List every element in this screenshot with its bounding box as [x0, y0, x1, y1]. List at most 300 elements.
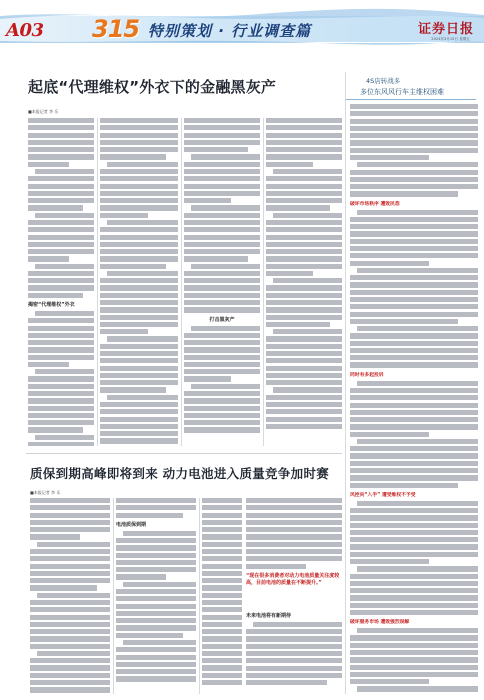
body-text-line — [350, 679, 429, 684]
body-text-line — [28, 340, 94, 345]
body-text-line — [350, 515, 478, 520]
body-text-line — [246, 673, 342, 678]
body-text-line — [350, 304, 478, 309]
body-text-line — [37, 651, 110, 656]
body-text-line — [30, 680, 110, 685]
body-text-line — [357, 381, 478, 386]
body-text-line — [202, 636, 242, 641]
body-text-line — [350, 155, 429, 160]
body-text-line — [184, 125, 260, 130]
body-text-line — [184, 391, 260, 396]
body-text-line — [30, 520, 110, 525]
body-text-line — [107, 220, 178, 225]
body-text-line — [30, 549, 110, 554]
body-text-line — [107, 395, 178, 400]
body-text-line — [100, 184, 178, 189]
body-text-line — [28, 391, 94, 396]
article2-column-1 — [30, 498, 110, 694]
body-text-line — [350, 403, 478, 408]
body-text-line — [30, 585, 97, 590]
article1-byline: ■本报记者 李 乐 — [28, 109, 59, 114]
body-text-line — [266, 351, 342, 356]
body-text-line — [350, 224, 478, 229]
body-text-line — [350, 672, 478, 677]
body-text-line — [184, 285, 260, 290]
body-text-line — [184, 147, 248, 152]
body-text-line — [246, 666, 342, 671]
body-text-line — [350, 650, 478, 655]
body-text-line — [28, 355, 94, 360]
body-text-line — [266, 227, 342, 232]
body-text-line — [123, 640, 196, 645]
body-text-line — [266, 366, 342, 371]
body-text-line — [350, 446, 478, 451]
body-text-line — [350, 530, 478, 535]
body-text-line — [350, 297, 478, 302]
body-text-line — [28, 184, 94, 189]
body-text-line — [100, 227, 178, 232]
body-text-line — [116, 596, 196, 601]
body-text-line — [357, 326, 478, 331]
body-text-line — [107, 271, 178, 276]
body-text-line — [28, 326, 94, 331]
body-text-line — [202, 658, 242, 663]
body-text-line — [28, 413, 94, 418]
body-text-line — [28, 285, 94, 290]
body-text-line — [116, 633, 183, 638]
body-text-line — [28, 278, 94, 283]
body-text-line — [350, 657, 478, 662]
body-text-line — [253, 622, 342, 627]
body-text-line — [350, 453, 478, 458]
body-text-line — [357, 210, 478, 215]
column-divider — [97, 118, 98, 446]
body-text-line — [266, 242, 342, 247]
body-text-line — [28, 420, 94, 425]
body-text-line — [184, 293, 260, 298]
body-text-line — [350, 261, 429, 266]
body-text-line — [350, 537, 478, 542]
body-text-line — [202, 665, 242, 670]
body-text-line — [116, 676, 196, 681]
body-text-line — [246, 658, 342, 663]
body-text-line — [350, 581, 478, 586]
body-text-line — [246, 549, 342, 554]
body-text-line — [266, 133, 342, 138]
body-text-line — [191, 205, 260, 210]
body-text-line — [116, 669, 196, 674]
body-text-line — [184, 213, 260, 218]
body-text-line — [202, 607, 242, 612]
body-text-line — [28, 249, 94, 254]
body-text-line — [30, 600, 110, 605]
body-text-line — [350, 319, 458, 324]
body-text-line — [28, 362, 69, 367]
special-315-logo: 315 — [92, 15, 140, 43]
body-text-line — [350, 148, 478, 153]
body-text-line — [184, 413, 260, 418]
body-text-line — [266, 271, 313, 276]
article2-column-3 — [202, 498, 242, 694]
body-text-line — [100, 380, 178, 385]
sidebar-subhead-3: 风控向“入手” 遭受维权不予受 — [350, 492, 416, 498]
body-text-line — [202, 513, 242, 518]
body-text-line — [202, 600, 242, 605]
body-text-line — [350, 177, 478, 182]
body-text-line — [116, 538, 196, 543]
body-text-line — [100, 278, 178, 283]
body-text-line — [350, 362, 478, 367]
body-text-line — [28, 162, 69, 167]
body-text-line — [100, 264, 166, 269]
article2-pull-quote: “现在很多消费者对动力电池质量关注度较高，目前电池的质量在不断提升。” — [246, 573, 340, 586]
body-text-line — [350, 348, 478, 353]
body-text-line — [123, 531, 196, 536]
body-text-line — [28, 384, 94, 389]
body-text-line — [184, 307, 260, 312]
body-text-line — [350, 588, 478, 593]
body-text-line — [28, 442, 94, 446]
body-text-line — [28, 125, 94, 130]
body-text-line — [266, 205, 330, 210]
body-text-line — [350, 341, 478, 346]
body-text-line — [35, 435, 94, 440]
body-text-line — [30, 527, 110, 532]
sidebar-subhead-2: 同时有多起投诉 — [350, 372, 384, 378]
sidebar-rule — [346, 99, 476, 100]
body-text-line — [266, 395, 342, 400]
body-text-line — [350, 523, 478, 528]
body-text-line — [350, 395, 478, 400]
body-text-line — [116, 574, 166, 579]
body-text-line — [100, 285, 178, 290]
body-text-line — [116, 513, 183, 518]
body-text-line — [357, 162, 478, 167]
body-text-line — [350, 246, 478, 251]
body-text-line — [116, 498, 196, 503]
sidebar-title-line1: 4S店转战多 — [366, 77, 401, 85]
body-text-line — [350, 217, 478, 222]
body-text-line — [202, 534, 242, 539]
column-divider — [113, 498, 114, 694]
body-text-line — [30, 622, 110, 627]
sidebar-subhead-1: 破坏市场秩序 遭致民怨 — [350, 201, 400, 207]
body-text-line — [116, 567, 196, 572]
body-text-line — [266, 293, 342, 298]
body-text-line — [100, 300, 178, 305]
body-text-line — [191, 264, 260, 269]
body-text-line — [350, 417, 478, 422]
body-text-line — [100, 387, 166, 392]
body-text-line — [35, 169, 94, 174]
body-text-line — [184, 133, 260, 138]
body-text-line — [191, 326, 260, 331]
body-text-line — [246, 644, 342, 649]
body-text-line — [184, 140, 260, 145]
body-text-line — [266, 154, 342, 159]
body-text-line — [266, 285, 342, 290]
body-text-line — [202, 527, 242, 532]
body-text-line — [107, 162, 178, 167]
body-text-line — [28, 140, 94, 145]
body-text-line — [266, 140, 342, 145]
sidebar-subhead-4: 破坏服务市场 遭致强烈误解 — [350, 620, 410, 626]
body-text-line — [350, 552, 478, 557]
body-text-line — [202, 593, 242, 598]
body-text-line — [28, 318, 94, 323]
article1-column-2 — [100, 118, 178, 446]
body-text-line — [184, 362, 260, 367]
body-text-line — [357, 628, 478, 633]
body-text-line — [30, 556, 110, 561]
body-text-line — [350, 104, 478, 109]
body-text-line — [357, 566, 478, 571]
body-text-line — [266, 417, 342, 422]
body-text-line — [184, 198, 231, 203]
body-text-line — [100, 249, 178, 254]
body-text-line — [350, 603, 478, 608]
body-text-line — [100, 147, 178, 152]
body-text-line — [28, 198, 94, 203]
body-text-line — [100, 176, 178, 181]
body-text-line — [350, 643, 478, 648]
body-text-line — [266, 307, 342, 312]
body-text-line — [28, 147, 94, 152]
body-text-line — [100, 373, 178, 378]
body-text-line — [350, 170, 478, 175]
article1-column-3 — [184, 118, 260, 446]
body-text-line — [357, 686, 478, 691]
body-text-line — [350, 231, 478, 236]
body-text-line — [28, 293, 83, 298]
column-divider — [181, 118, 182, 446]
body-text-line — [184, 242, 260, 247]
body-text-line — [184, 340, 260, 345]
body-text-line — [30, 498, 110, 503]
body-text-line — [30, 564, 110, 569]
column-divider — [263, 118, 264, 446]
body-text-line — [202, 549, 242, 554]
body-text-line — [28, 176, 94, 181]
body-text-line — [246, 527, 342, 532]
body-text-line — [184, 376, 231, 381]
body-text-line — [35, 264, 94, 269]
body-text-line — [35, 369, 94, 374]
article2-subhead-2: 未来电池将有新期待 — [246, 612, 292, 619]
body-text-line — [266, 409, 342, 414]
body-text-line — [28, 271, 94, 276]
body-text-line — [116, 589, 196, 594]
body-text-line — [100, 205, 178, 210]
article1-subhead-2: 打击黑灰产 — [209, 316, 235, 323]
body-text-line — [350, 665, 478, 670]
body-text-line — [202, 505, 242, 510]
body-text-line — [273, 278, 342, 283]
body-text-line — [28, 333, 94, 338]
body-text-line — [28, 133, 94, 138]
article1-subhead-1: 揭密“代理维权”外衣 — [28, 301, 75, 308]
body-text-line — [184, 271, 260, 276]
body-text-line — [184, 406, 260, 411]
body-text-line — [107, 336, 178, 341]
body-text-line — [184, 278, 260, 283]
body-text-line — [246, 513, 342, 518]
body-text-line — [246, 564, 306, 569]
body-text-line — [30, 665, 110, 670]
body-text-line — [202, 520, 242, 525]
body-text-line — [123, 582, 196, 587]
body-text-line — [100, 235, 178, 240]
body-text-line — [184, 333, 260, 338]
body-text-line — [184, 347, 260, 352]
body-text-line — [100, 198, 178, 203]
body-text-line — [184, 235, 260, 240]
body-text-line — [100, 366, 178, 371]
body-text-line — [184, 355, 260, 360]
body-text-line — [266, 147, 342, 152]
body-text-line — [266, 402, 342, 407]
body-text-line — [202, 498, 242, 503]
body-text-line — [28, 347, 94, 352]
body-text-line — [184, 191, 260, 196]
body-text-line — [246, 542, 342, 547]
body-text-line — [350, 119, 478, 124]
article2-byline: ■本报记者 李 乐 — [30, 490, 61, 495]
body-text-line — [100, 191, 178, 196]
body-text-line — [100, 424, 178, 429]
body-text-line — [100, 402, 178, 407]
article2-column-2 — [116, 498, 196, 694]
body-text-line — [184, 256, 248, 261]
body-text-line — [202, 644, 242, 649]
body-text-line — [100, 351, 178, 356]
body-text-line — [30, 513, 110, 518]
article1-column-4 — [266, 118, 342, 446]
body-text-line — [100, 438, 178, 443]
body-text-line — [116, 647, 196, 652]
body-text-line — [350, 355, 478, 360]
body-text-line — [246, 680, 327, 685]
body-text-line — [100, 417, 178, 422]
body-text-line — [357, 439, 478, 444]
column-divider — [199, 498, 200, 694]
body-text-line — [30, 578, 110, 583]
body-text-line — [350, 191, 458, 196]
body-text-line — [30, 607, 110, 612]
body-text-line — [116, 611, 196, 616]
body-text-line — [184, 249, 260, 254]
body-text-line — [30, 636, 110, 641]
body-text-line — [266, 256, 342, 261]
body-text-line — [350, 133, 478, 138]
body-text-line — [266, 191, 342, 196]
body-text-line — [100, 133, 178, 138]
body-text-line — [100, 322, 178, 327]
body-text-line — [116, 655, 196, 660]
body-text-line — [350, 475, 478, 480]
body-text-line — [28, 242, 94, 247]
sidebar-column — [350, 104, 478, 694]
body-text-line — [30, 629, 110, 634]
body-text-line — [246, 505, 342, 510]
body-text-line — [191, 384, 260, 389]
body-text-line — [246, 651, 342, 656]
body-text-line — [246, 629, 342, 634]
body-text-line — [28, 398, 94, 403]
body-text-line — [350, 312, 478, 317]
body-text-line — [184, 162, 260, 167]
page-header — [0, 0, 484, 50]
body-text-line — [100, 242, 178, 247]
body-text-line — [350, 333, 478, 338]
body-text-line — [350, 468, 478, 473]
body-text-line — [350, 544, 478, 549]
body-text-line — [266, 322, 330, 327]
body-text-line — [28, 376, 94, 381]
body-text-line — [30, 673, 110, 678]
body-text-line — [184, 176, 260, 181]
body-text-line — [266, 424, 342, 429]
body-text-line — [202, 622, 242, 627]
body-text-line — [266, 249, 342, 254]
body-text-line — [184, 184, 260, 189]
body-text-line — [202, 680, 242, 685]
body-text-line — [116, 625, 196, 630]
body-text-line — [273, 387, 342, 392]
article1-column-1 — [28, 118, 94, 446]
body-text-line — [350, 239, 478, 244]
body-text-line — [266, 176, 342, 181]
body-text-line — [184, 420, 260, 425]
body-text-line — [116, 505, 196, 510]
body-text-line — [273, 213, 342, 218]
body-text-line — [246, 636, 342, 641]
body-text-line — [350, 410, 478, 415]
body-text-line — [266, 380, 342, 385]
body-text-line — [28, 220, 94, 225]
body-text-line — [28, 427, 83, 432]
newspaper-logo: 证券日报 — [417, 22, 474, 37]
body-text-line — [184, 169, 260, 174]
body-text-line — [266, 125, 342, 130]
body-text-line — [246, 534, 342, 539]
body-text-line — [246, 556, 342, 561]
body-text-line — [266, 220, 342, 225]
body-text-line — [116, 662, 196, 667]
body-text-line — [202, 585, 242, 590]
body-text-line — [246, 520, 342, 525]
body-text-line — [100, 256, 178, 261]
body-text-line — [202, 564, 242, 569]
body-text-line — [266, 264, 342, 269]
sidebar-title-line2: 多位东风风行车主维权困难 — [360, 88, 444, 96]
body-text-line — [350, 461, 478, 466]
body-text-line — [266, 358, 342, 363]
body-text-line — [100, 329, 148, 334]
body-text-line — [100, 409, 178, 414]
body-text-line — [273, 169, 342, 174]
body-text-line — [30, 534, 80, 539]
body-text-line — [28, 256, 69, 261]
page-number — [6, 20, 44, 41]
body-text-line — [35, 311, 94, 316]
body-text-line — [184, 398, 260, 403]
issue-date: 2024年3月15日 星期五 — [431, 37, 470, 41]
body-text-line — [37, 542, 110, 547]
body-text-line — [184, 300, 260, 305]
body-text-line — [350, 126, 478, 131]
body-text-line — [266, 184, 342, 189]
